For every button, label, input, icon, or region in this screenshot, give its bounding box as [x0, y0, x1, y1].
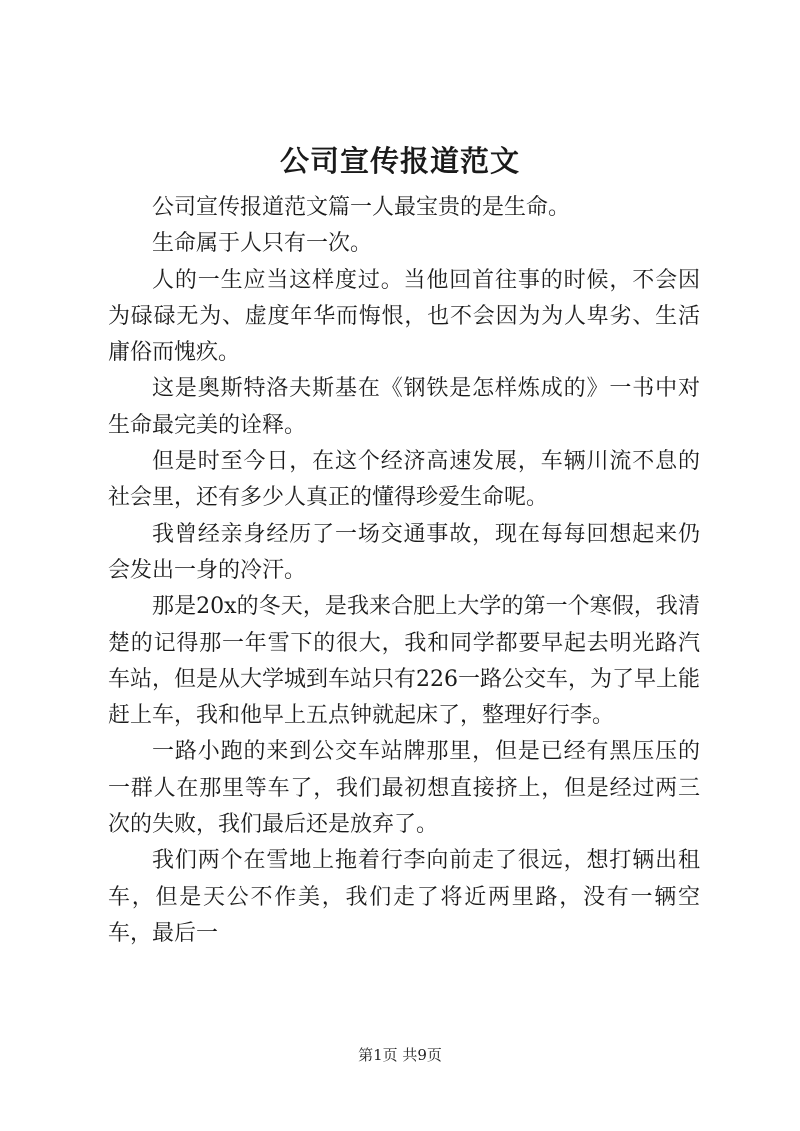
paragraph-2: 生命属于人只有一次。 — [152, 231, 373, 257]
page-footer: 第1页 共9页 — [358, 1046, 442, 1064]
paragraph-8: 一路小跑的来到公交车站牌那里，但是已经有黑压压的一群人在那里等车了，我们最初想直接挤上，但是经过两三次的失败，我们最后还是放弃了。 — [108, 739, 700, 838]
paragraph-6: 我曾经亲身经历了一场交通事故，现在每每回想起来仍会发出一身的冷汗。 — [108, 521, 700, 583]
paragraph-3: 人的一生应当这样度过。当他回首往事的时候，不会因为碌碌无为、虚度年华而悔恨，也不会因为为人卑劣、生活庸俗而愧疚。 — [108, 267, 700, 366]
paragraph-5: 但是时至今日，在这个经济高速发展，车辆川流不息的社会里，还有多少人真正的懂得珍爱生命呢。 — [108, 449, 700, 511]
document-body — [108, 190, 700, 952]
document-title: 公司宣传报道范文 — [279, 144, 520, 178]
paragraph-1: 公司宣传报道范文篇一人最宝贵的是生命。 — [152, 195, 571, 220]
paragraph-4: 这是奥斯特洛夫斯基在《钢铁是怎样炼成的》一书中对生命最完美的诠释。 — [108, 376, 700, 438]
paragraph-7: 那是20x的冬天，是我来合肥上大学的第一个寒假，我清楚的记得那一年雪下的很大，我和同学都要早起去明光路汽车站，但是从大学城到车站只有226一路公交车，为了早上能赶上车，我和他早上五点钟就起床了，整理好行李。 — [108, 594, 700, 729]
paragraph-9: 我们两个在雪地上拖着行李向前走了很远，想打辆出租车，但是天公不作美，我们走了将近两里路，没有一辆空车，最后一 — [108, 848, 700, 946]
